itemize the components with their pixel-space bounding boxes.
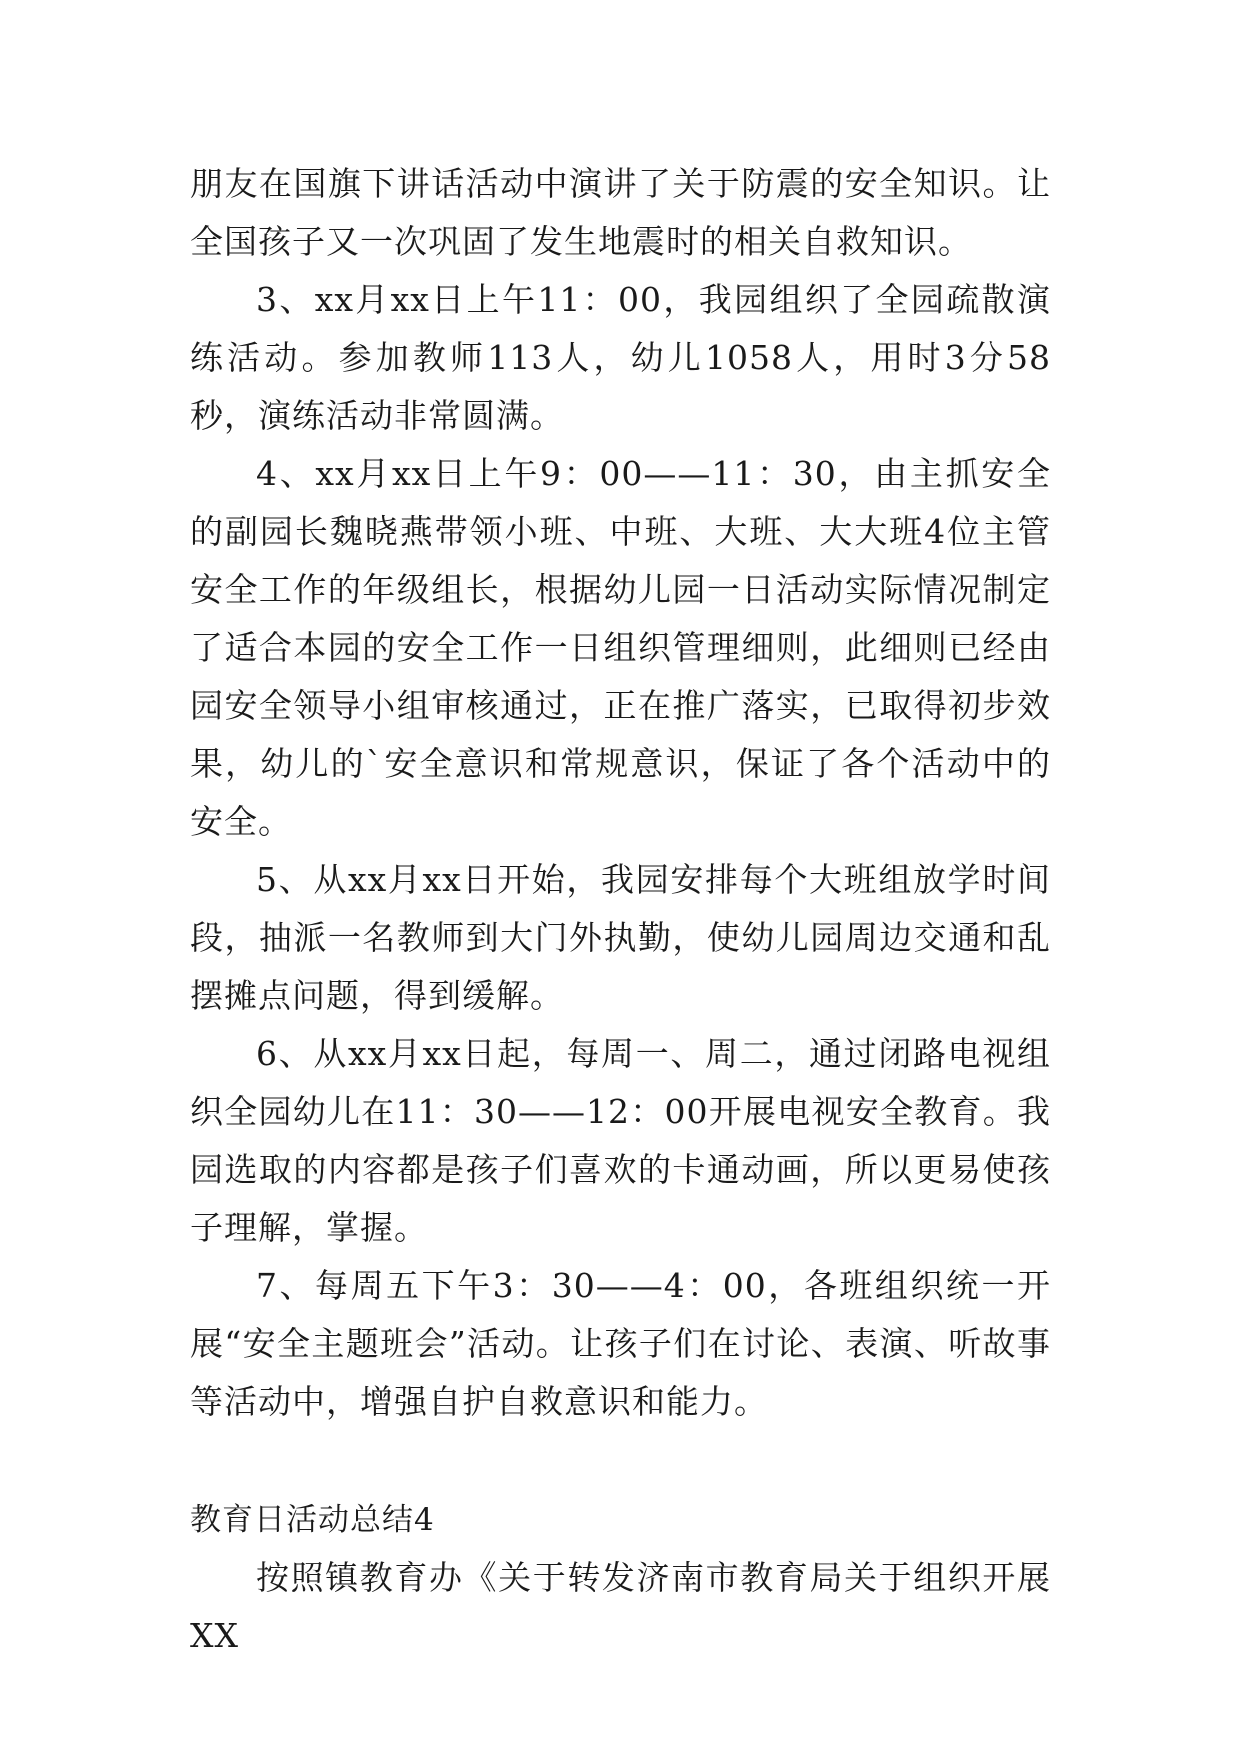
- paragraph-item-7: 7、每周五下午3：30——4：00，各班组织统一开展“安全主题班会”活动。让孩子们在讨论、表演、听故事等活动中，增强自护自救意识和能力。: [190, 1266, 1051, 1421]
- section-heading: 教育日活动总结4: [190, 1502, 435, 1538]
- paragraph-item-6: 6、从xx月xx日起，每周一、周二，通过闭路电视组织全园幼儿在11：30——12：00开展电视安全教育。我园选取的内容都是孩子们喜欢的卡通动画，所以更易使孩子理解，掌握。: [190, 1034, 1051, 1247]
- document-page: [190, 155, 1051, 1665]
- paragraph-continuation: 朋友在国旗下讲话活动中演讲了关于防震的安全知识。让全国孩子又一次巩固了发生地震时的相关自救知识。: [190, 164, 1051, 261]
- paragraph-item-4: 4、xx月xx日上午9：00——11：30，由主抓安全的副园长魏晓燕带领小班、中班、大班、大大班4位主管安全工作的年级组长，根据幼儿园一日活动实际情况制定了适合本园的安全工作一日组织管理细则，此细则已经由园安全领导小组审核通过，正在推广落实，已取得初步效果，幼儿的`安全意识和常规意识，保证了各个活动中的安全。: [190, 454, 1051, 841]
- paragraph-item-3: 3、xx月xx日上午11：00，我园组织了全园疏散演练活动。参加教师113人，幼儿1058人，用时3分58秒，演练活动非常圆满。: [190, 280, 1051, 435]
- paragraph-item-5: 5、从xx月xx日开始，我园安排每个大班组放学时间段，抽派一名教师到大门外执勤，使幼儿园周边交通和乱摆摊点问题，得到缓解。: [190, 860, 1051, 1015]
- section-first-paragraph: 按照镇教育办《关于转发济南市教育局关于组织开展XX: [190, 1558, 1051, 1655]
